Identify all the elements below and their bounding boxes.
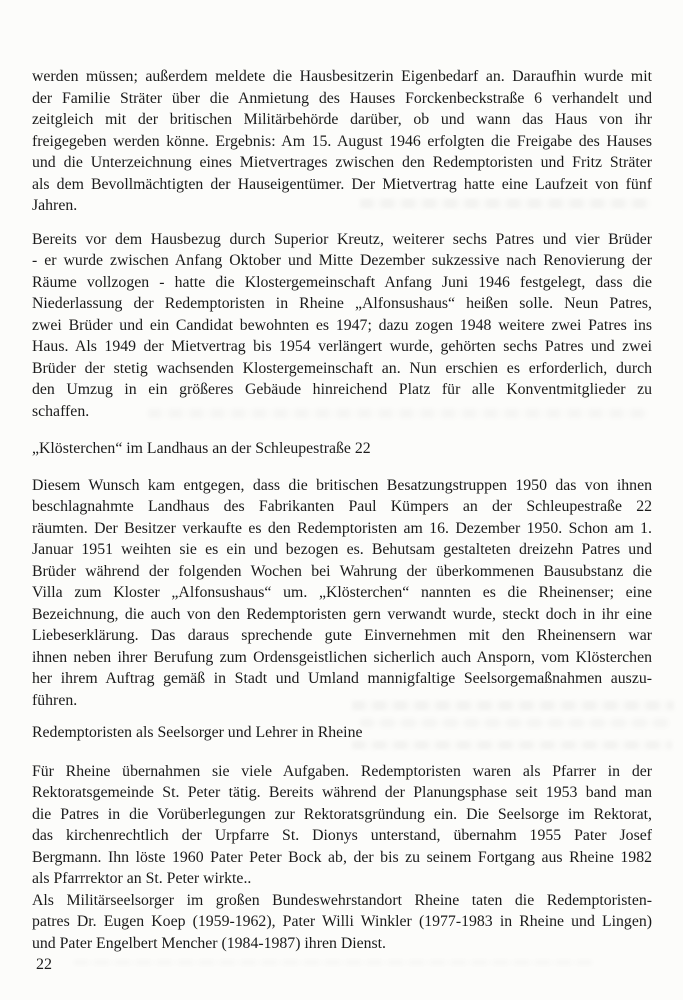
text-line: die Patres in die Vorüberlegungen zur Rektoratsgründung ein. Die Seelsorge im Rektorat, bbox=[32, 805, 652, 823]
text-line: Haus. Als 1949 der Mietvertrag bis 1954 verlängert wurde, gehörten sechs Patres und zwei bbox=[32, 338, 652, 355]
text-line: - er wurde zwischen Anfang Oktober und Mitte Dezember sukzessive nach Renovierung der bbox=[32, 252, 652, 269]
text-line: freigegeben werden könne. Ergebnis: Am 15. August 1946 erfolgten die Freigabe des Hauses bbox=[32, 132, 652, 150]
body-text bbox=[32, 66, 652, 954]
paragraph-3 bbox=[32, 475, 652, 712]
text-line: führen. bbox=[32, 691, 78, 709]
text-line: als Pfarrrektor an St. Peter wirkte.. bbox=[32, 870, 252, 887]
text-line: und die Unterzeichnung eines Mietvertrages zwischen den Redemptoristen und Fritz Sträter bbox=[32, 154, 652, 171]
heading-line: „Klösterchen“ im Landhaus an der Schleupestraße 22 bbox=[32, 440, 371, 457]
text-line: zeitgleich mit der britischen Militärbehörde darüber, ob und wann das Haus von ihr bbox=[32, 111, 652, 128]
text-line: Bezeichnung, die auch von den Redemptoristen gern verwandt wurde, steckt doch in ihr eine bbox=[32, 605, 652, 623]
text-line: Liebeserklärung. Das daraus sprechende gute Einvernehmen mit den Rheinensern war bbox=[32, 627, 652, 644]
text-line: Als Militärseelsorger im großen Bundeswehrstandort Rheine taten die Redemptoristen- bbox=[32, 891, 652, 909]
text-line: Für Rheine übernahmen sie viele Aufgaben. Redemptoristen waren als Pfarrer in der bbox=[32, 762, 652, 780]
text-line: beschlagnahmte Landhaus des Fabrikanten Paul Kümpers an der Schleupestraße 22 bbox=[32, 498, 652, 515]
page-number: 22 bbox=[36, 956, 52, 973]
text-line: Räume vollzogen - hatte die Klostergemeinschaft Anfang Juni 1946 festgelegt, dass die bbox=[32, 273, 652, 291]
text-line: zwei Brüder und ein Candidat bewohnten es 1947; dazu zogen 1948 weitere zwei Patres ins bbox=[32, 316, 652, 334]
text-line: Januar 1951 weihten sie es ein und bezogen es. Behutsam gestalteten dreizehn Patres und bbox=[32, 541, 652, 558]
text-line: der Familie Sträter über die Anmietung des Hauses Forckenbeckstraße 6 verhandelt und bbox=[32, 89, 652, 107]
paragraph-1 bbox=[32, 66, 652, 217]
text-line: Bereits vor dem Hausbezug durch Superior Kreutz, weiterer sechs Patres und vier Brüder bbox=[32, 230, 652, 248]
text-line: räumten. Der Besitzer verkaufte es den Redemptoristen am 16. Dezember 1950. Schon am 1. bbox=[32, 519, 652, 537]
text-line: Brüder der stetig wachsenden Klostergemeinschaft an. Nun erschien es erforderlich, durch bbox=[32, 359, 652, 377]
text-line: als dem Bevollmächtigten der Hauseigentümer. Der Mietvertrag hatte eine Laufzeit von fünf bbox=[32, 175, 652, 193]
text-line: werden müssen; außerdem meldete die Hausbesitzerin Eigenbedarf an. Daraufhin wurde mit bbox=[32, 68, 652, 85]
text-line: her ihrem Auftrag gemäß in Stadt und Umland mannigfaltige Seelsorgemaßnahmen auszu- bbox=[32, 670, 652, 687]
text-line: schaffen. bbox=[32, 402, 90, 420]
text-line: Brüder während der folgenden Wochen bei Wahrung der überkommenen Bausubstanz die bbox=[32, 562, 652, 580]
text-line: Villa zum Kloster „Alfonsushaus“ um. „Klösterchen“ nannten es die Rheinenser; eine bbox=[32, 584, 652, 601]
text-line: und Pater Engelbert Mencher (1984-1987) ihren Dienst. bbox=[32, 934, 387, 952]
text-line: Bergmann. Ihn löste 1960 Pater Peter Bock ab, der bis zu seinem Fortgang aus Rheine 1982 bbox=[32, 848, 652, 866]
text-line: ihnen neben ihrer Berufung zum Ordensgeistlichen sicherlich auch Ansporn, vom Klösterchen bbox=[32, 648, 652, 666]
text-line: Rektoratsgemeinde St. Peter tätig. Bereits während der Planungsphase seit 1953 band man bbox=[32, 784, 652, 801]
section-heading-1 bbox=[32, 438, 652, 460]
text-line: den Umzug in ein größeres Gebäude hinreichend Platz für alle Konventmitglieder zu bbox=[32, 381, 652, 398]
text-line: Diesem Wunsch kam entgegen, dass die britischen Besatzungstruppen 1950 das von ihnen bbox=[32, 476, 652, 494]
paragraph-2 bbox=[32, 229, 652, 423]
text-line: patres Dr. Eugen Koep (1959-1962), Pater Willi Winkler (1977-1983 in Rheine und Lingen) bbox=[32, 913, 652, 930]
paragraph-4 bbox=[32, 761, 652, 890]
text-line: das kirchenrechtlich der Urpfarre St. Dionys unterstand, übernahm 1955 Pater Josef bbox=[32, 827, 652, 844]
section-heading-2 bbox=[32, 722, 652, 744]
text-line: Niederlassung der Redemptoristen in Rheine „Alfonsushaus“ heißen solle. Neun Patres, bbox=[32, 295, 652, 312]
bleedthrough-smudge bbox=[74, 960, 594, 965]
heading-line: Redemptoristen als Seelsorger und Lehrer in Rheine bbox=[32, 724, 363, 741]
text-line: Jahren. bbox=[32, 197, 78, 214]
paragraph-5 bbox=[32, 890, 652, 955]
